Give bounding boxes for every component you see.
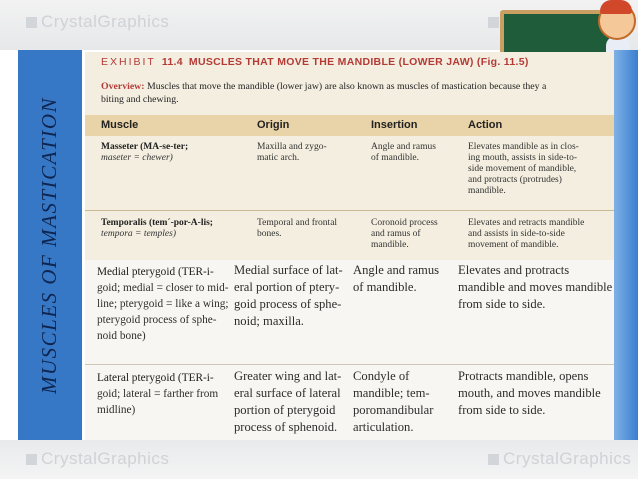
cell-line: Protracts mandible, opens [458,369,589,383]
cell-line: ing mouth, assists in side-to- [468,153,577,163]
cell-line: Masseter (MA-se-ter; [101,142,189,152]
overview-line: Muscles that move the mandible (lower jaw) are also known as muscles of mastication because they a [146,81,547,92]
exhibit-number: 11.4 [161,56,183,68]
exhibit-title: MUSCLES THAT MOVE THE MANDIBLE (LOWER JAW) (Fig. 11.5) [188,56,529,68]
cell-line: Elevates and protracts [458,263,570,277]
cell-line: Elevates and retracts mandible [468,218,585,228]
cell-line: from side to side. [458,403,546,417]
cell-line: side movement of mandible, [468,164,577,174]
table-cell-muscle [97,370,218,418]
table-cell-action [468,218,584,251]
cell-line: bones. [257,229,282,239]
watermark-logo-icon [26,454,37,465]
cell-line: tempora = temples) [101,229,177,239]
cell-line: eral portion of ptery- [234,280,340,294]
exhibit-heading [101,56,614,68]
cell-line: noid bone) [97,330,146,342]
cell-line: Maxilla and zygo- [257,142,327,152]
row-divider [85,364,614,365]
cell-line: eral surface of lateral [234,386,341,400]
cell-line: midline) [97,404,136,416]
cell-line: Angle and ramus [353,263,440,277]
table-cell-origin [257,142,327,164]
exhibit-label: EXHIBIT [101,56,156,68]
watermark-logo-icon [488,17,499,28]
cell-line: Angle and ramus [371,142,436,152]
cell-line: maseter = chewer) [101,153,173,163]
cell-line: and ramus of [371,229,421,239]
cell-line: Medial surface of lat- [234,263,343,277]
cell-line: and assists in side-to-side [468,229,565,239]
table-cell-muscle [97,264,229,344]
table-cell-origin [234,262,343,330]
cell-line: process of sphenoid. [234,420,338,434]
side-title [18,50,82,440]
header-action: Action [468,119,503,131]
cell-line: Medial pterygoid (TER-i- [97,266,214,278]
watermark-logo-icon [488,454,499,465]
cell-line: mandible and moves mandible [458,280,613,294]
cell-line: goid; lateral = farther from [97,388,219,400]
cell-line: mandible. [468,186,506,196]
table-cell-action [458,368,601,419]
cell-line: goid; medial = closer to mid- [97,282,229,294]
table-cell-action [468,142,579,197]
cartoon-character-hair [600,0,632,14]
cell-line: pterygoid process of sphe- [97,314,217,326]
side-title-text: MUSCLES OF MASTICATION [37,96,62,394]
right-accent-strip [614,50,638,440]
cell-line: from side to side. [458,297,546,311]
watermark-logo-icon [26,17,37,28]
cell-line: Condyle of [353,369,410,383]
textbook-excerpt [85,52,614,264]
table-cell-insertion [371,218,438,251]
overview-line: biting and chewing. [101,94,179,105]
cell-line: articulation. [353,420,414,434]
cell-line: poromandibular [353,403,434,417]
cell-line: portion of pterygoid [234,403,336,417]
cell-line: Elevates mandible as in clos- [468,142,579,152]
cell-line: mouth, and moves mandible [458,386,601,400]
cell-line: and protracts (protrudes) [468,175,562,185]
overview-label: Overview: [101,81,145,92]
table-cell-insertion [371,142,436,164]
cell-line: noid; maxilla. [234,314,304,328]
watermark-bottom-right: CrystalGraphics [488,449,631,469]
table-cell-muscle [101,142,188,164]
cell-line: Greater wing and lat- [234,369,342,383]
header-origin: Origin [257,119,290,131]
cell-line: Temporalis (tem´-por-A-lis; [101,218,213,228]
cell-line: mandible; tem- [353,386,430,400]
cell-line: of mandible. [353,280,417,294]
table-cell-origin [234,368,341,436]
cell-line: mandible. [371,240,409,250]
header-muscle: Muscle [101,119,139,131]
table-header [85,115,614,136]
cell-line: of mandible. [371,153,420,163]
cell-line: line; pterygoid = like a wing; [97,298,229,310]
table-cell-muscle [101,218,213,240]
watermark-bottom-left: CrystalGraphics [26,449,169,469]
cell-line: goid process of sphe- [234,297,342,311]
cell-line: Lateral pterygoid (TER-i- [97,372,214,384]
cell-line: Temporal and frontal [257,218,338,228]
table-cell-action [458,262,612,313]
row-divider [85,210,614,211]
overview-text [101,80,614,106]
table-cell-insertion [353,368,433,436]
cell-line: matic arch. [257,153,300,163]
table-cell-insertion [353,262,439,296]
cell-line: movement of mandible. [468,240,559,250]
table-cell-origin [257,218,337,240]
enlarged-scan [85,260,614,440]
watermark-top-left: CrystalGraphics [26,12,169,32]
header-insertion: Insertion [371,119,418,131]
cell-line: Coronoid process [371,218,438,228]
